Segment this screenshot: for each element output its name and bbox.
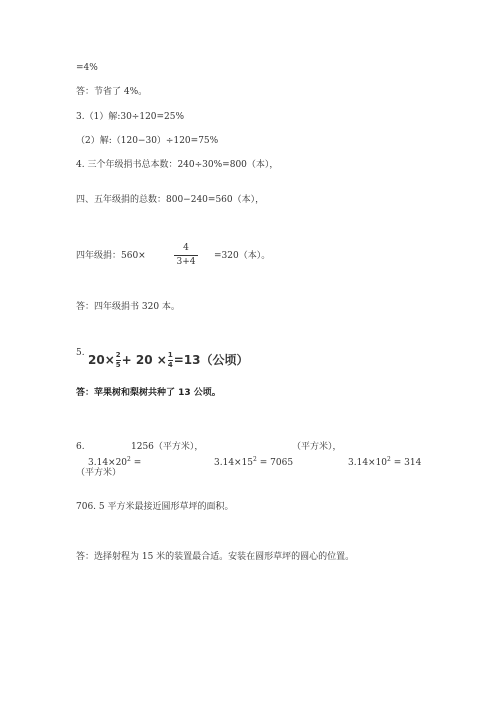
- fraction-4-over-3plus4: [174, 244, 198, 267]
- answer-line-8: 答：四年级捐书 320 本。: [76, 302, 180, 312]
- question-number-6: 6.: [76, 442, 85, 452]
- equation-5-part-b: + 20 ×: [121, 353, 167, 367]
- area-unit-2: （平方米），: [292, 442, 342, 452]
- answer-line-6: 四、五年级捐的总数：800−240=560（本），: [76, 195, 265, 205]
- answer-line-12: 706. 5 平方米最接近圆形草坪的面积。: [76, 502, 234, 512]
- equation-5: [88, 352, 248, 369]
- fraction-denominator: 3+4: [176, 257, 196, 267]
- area-expression-3: $3.14\times 10^2 = 314$: [348, 456, 422, 468]
- question-number-5: 5.: [76, 348, 85, 358]
- answer-line-7-prefix: 四年级捐：560×: [76, 251, 146, 261]
- fraction-2-over-5: $\frac{2}{5}$: [115, 351, 121, 369]
- fraction-1-over-4: $\frac{1}{4}$: [167, 351, 173, 369]
- answer-line-13: 答：选择射程为 15 米的装置最合适。安装在圆形草坪的圆心的位置。: [76, 552, 355, 562]
- area-expression-1: $3.14\times 20^2$ =: [88, 456, 142, 468]
- answer-line-4: （2）解:（120−30）÷120=75%: [76, 136, 219, 146]
- answer-line-10: 答：苹果树和梨树共种了 13 公顷。: [76, 388, 221, 398]
- area-value-1: 1256（平方米），: [131, 442, 204, 452]
- answer-line-2: 答：节省了 4%。: [76, 87, 148, 97]
- answer-line-3: 3.（1）解:30÷120=25%: [76, 112, 185, 122]
- answer-line-1: =4%: [76, 63, 98, 73]
- area-unit-3: （平方米）: [76, 468, 122, 478]
- equation-5-part-c: =13（公顷）: [173, 353, 249, 367]
- fraction-numerator: 4: [183, 243, 189, 253]
- answer-line-7-suffix: =320（本）。: [214, 251, 271, 261]
- area-expression-2: $3.14\times 15^2 = 7065$: [214, 456, 294, 468]
- answer-line-5: 4. 三个年级捐书总本数：240÷30%=800（本），: [76, 160, 279, 170]
- equation-5-part-a: 20×: [88, 353, 115, 367]
